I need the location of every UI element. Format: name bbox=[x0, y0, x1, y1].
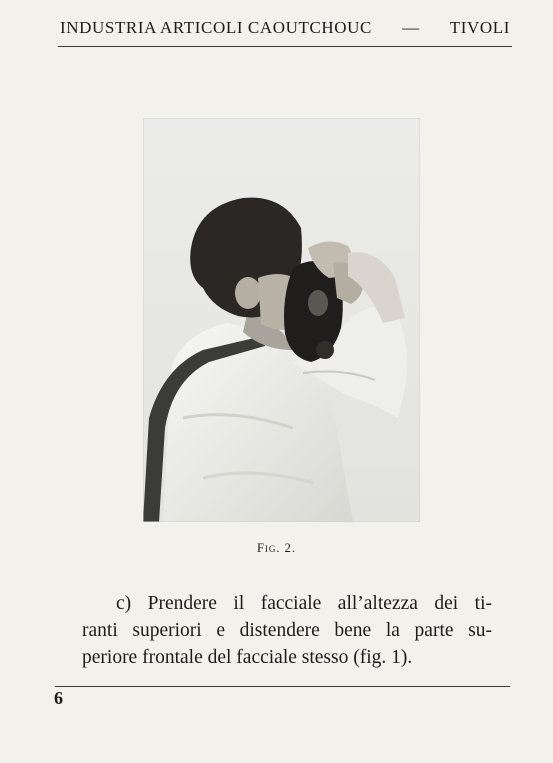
header-rule bbox=[58, 46, 512, 47]
footer-rule bbox=[55, 686, 510, 687]
body-paragraph bbox=[82, 590, 492, 671]
header-dash: — bbox=[402, 18, 420, 37]
figure-caption: Fig. 2. bbox=[256, 541, 297, 555]
man-fitting-gas-mask-photo bbox=[143, 118, 420, 522]
figure-photo bbox=[143, 118, 420, 522]
header-title: INDUSTRIA ARTICOLI CAOUTCHOUC bbox=[60, 18, 372, 37]
running-header bbox=[60, 18, 510, 38]
page-number: 6 bbox=[54, 688, 63, 708]
paragraph-line-2: ranti superiori e distendere bene la parte su- bbox=[82, 620, 492, 641]
paragraph-line-3: periore frontale del facciale stesso (fig. 1). bbox=[82, 647, 413, 668]
header-location: TIVOLI bbox=[449, 18, 510, 37]
paragraph-line-1: c) Prendere il facciale all’altezza dei ti- bbox=[116, 593, 492, 614]
